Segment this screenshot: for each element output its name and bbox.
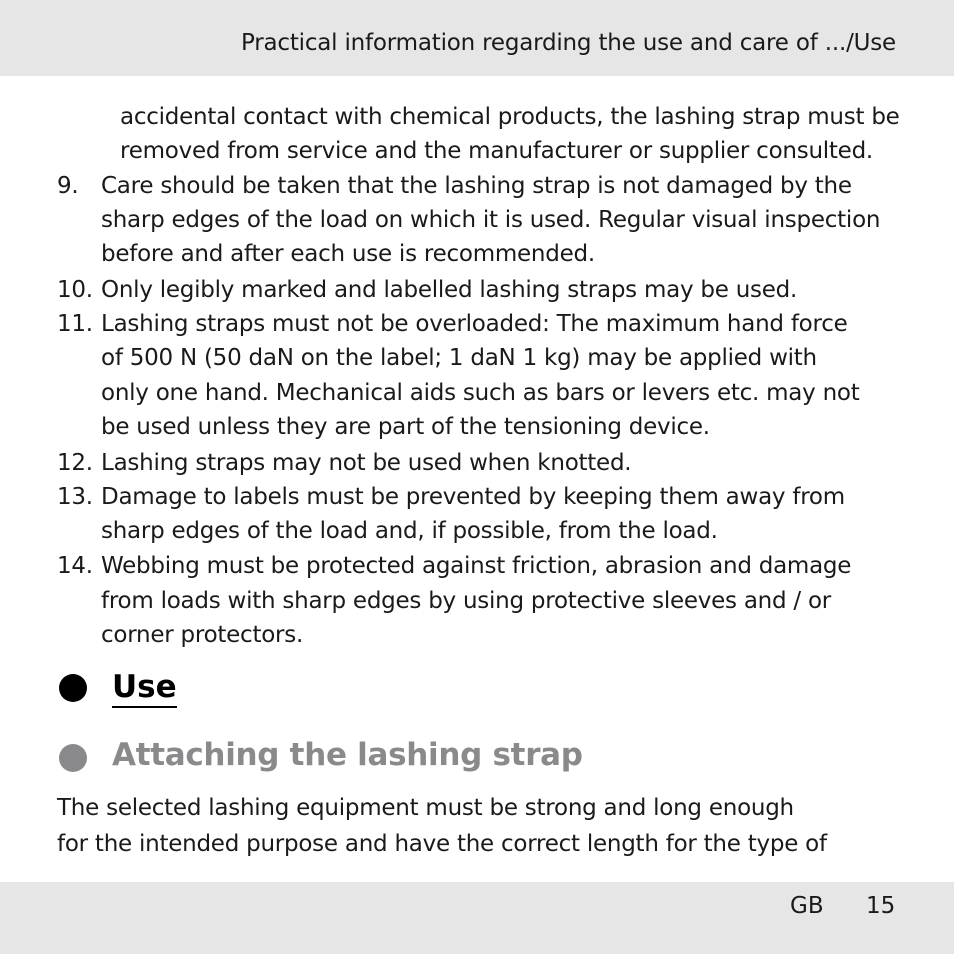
list-item-line: of 500 N (50 daN on the label; 1 daN 1 kg) may be applied with: [101, 345, 817, 371]
section-heading: Use: [112, 668, 177, 708]
paragraph-line: for the intended purpose and have the correct length for the type of: [57, 831, 827, 857]
list-item-number: 12.: [57, 450, 93, 476]
list-item-line: sharp edges of the load and, if possible, from the load.: [101, 518, 718, 544]
list-item-line: Webbing must be protected against friction, abrasion and damage: [101, 553, 852, 579]
page-number: 15: [866, 893, 896, 919]
subsection-heading: Attaching the lashing strap: [112, 737, 583, 773]
list-item-line: Damage to labels must be prevented by keeping them away from: [101, 484, 845, 510]
running-header: Practical information regarding the use and care of .../Use: [240, 30, 896, 56]
list-item-line: Only legibly marked and labelled lashing straps may be used.: [101, 277, 798, 303]
continuation-line: removed from service and the manufacturer or supplier consulted.: [120, 138, 873, 164]
list-item-line: Care should be taken that the lashing strap is not damaged by the: [101, 173, 852, 199]
list-item-number: 14.: [57, 553, 93, 579]
continuation-line: accidental contact with chemical products, the lashing strap must be: [120, 104, 900, 130]
footer-language: GB: [790, 893, 824, 919]
list-item-line: before and after each use is recommended.: [101, 241, 595, 267]
paragraph-line: The selected lashing equipment must be strong and long enough: [57, 795, 794, 821]
list-item-line: from loads with sharp edges by using protective sleeves and / or: [101, 588, 831, 614]
list-item-number: 13.: [57, 484, 93, 510]
list-item-line: corner protectors.: [101, 622, 304, 648]
list-item-line: Lashing straps may not be used when knotted.: [101, 450, 632, 476]
section-bullet-icon: [59, 674, 87, 702]
list-item-line: only one hand. Mechanical aids such as bars or levers etc. may not: [101, 380, 860, 406]
list-item-number: 9.: [57, 173, 79, 199]
list-item-line: sharp edges of the load on which it is used. Regular visual inspection: [101, 207, 881, 233]
list-item-line: be used unless they are part of the tensioning device.: [101, 414, 710, 440]
list-item-number: 11.: [57, 311, 93, 337]
list-item-number: 10.: [57, 277, 93, 303]
subsection-bullet-icon: [59, 744, 87, 772]
list-item-line: Lashing straps must not be overloaded: The maximum hand force: [101, 311, 848, 337]
